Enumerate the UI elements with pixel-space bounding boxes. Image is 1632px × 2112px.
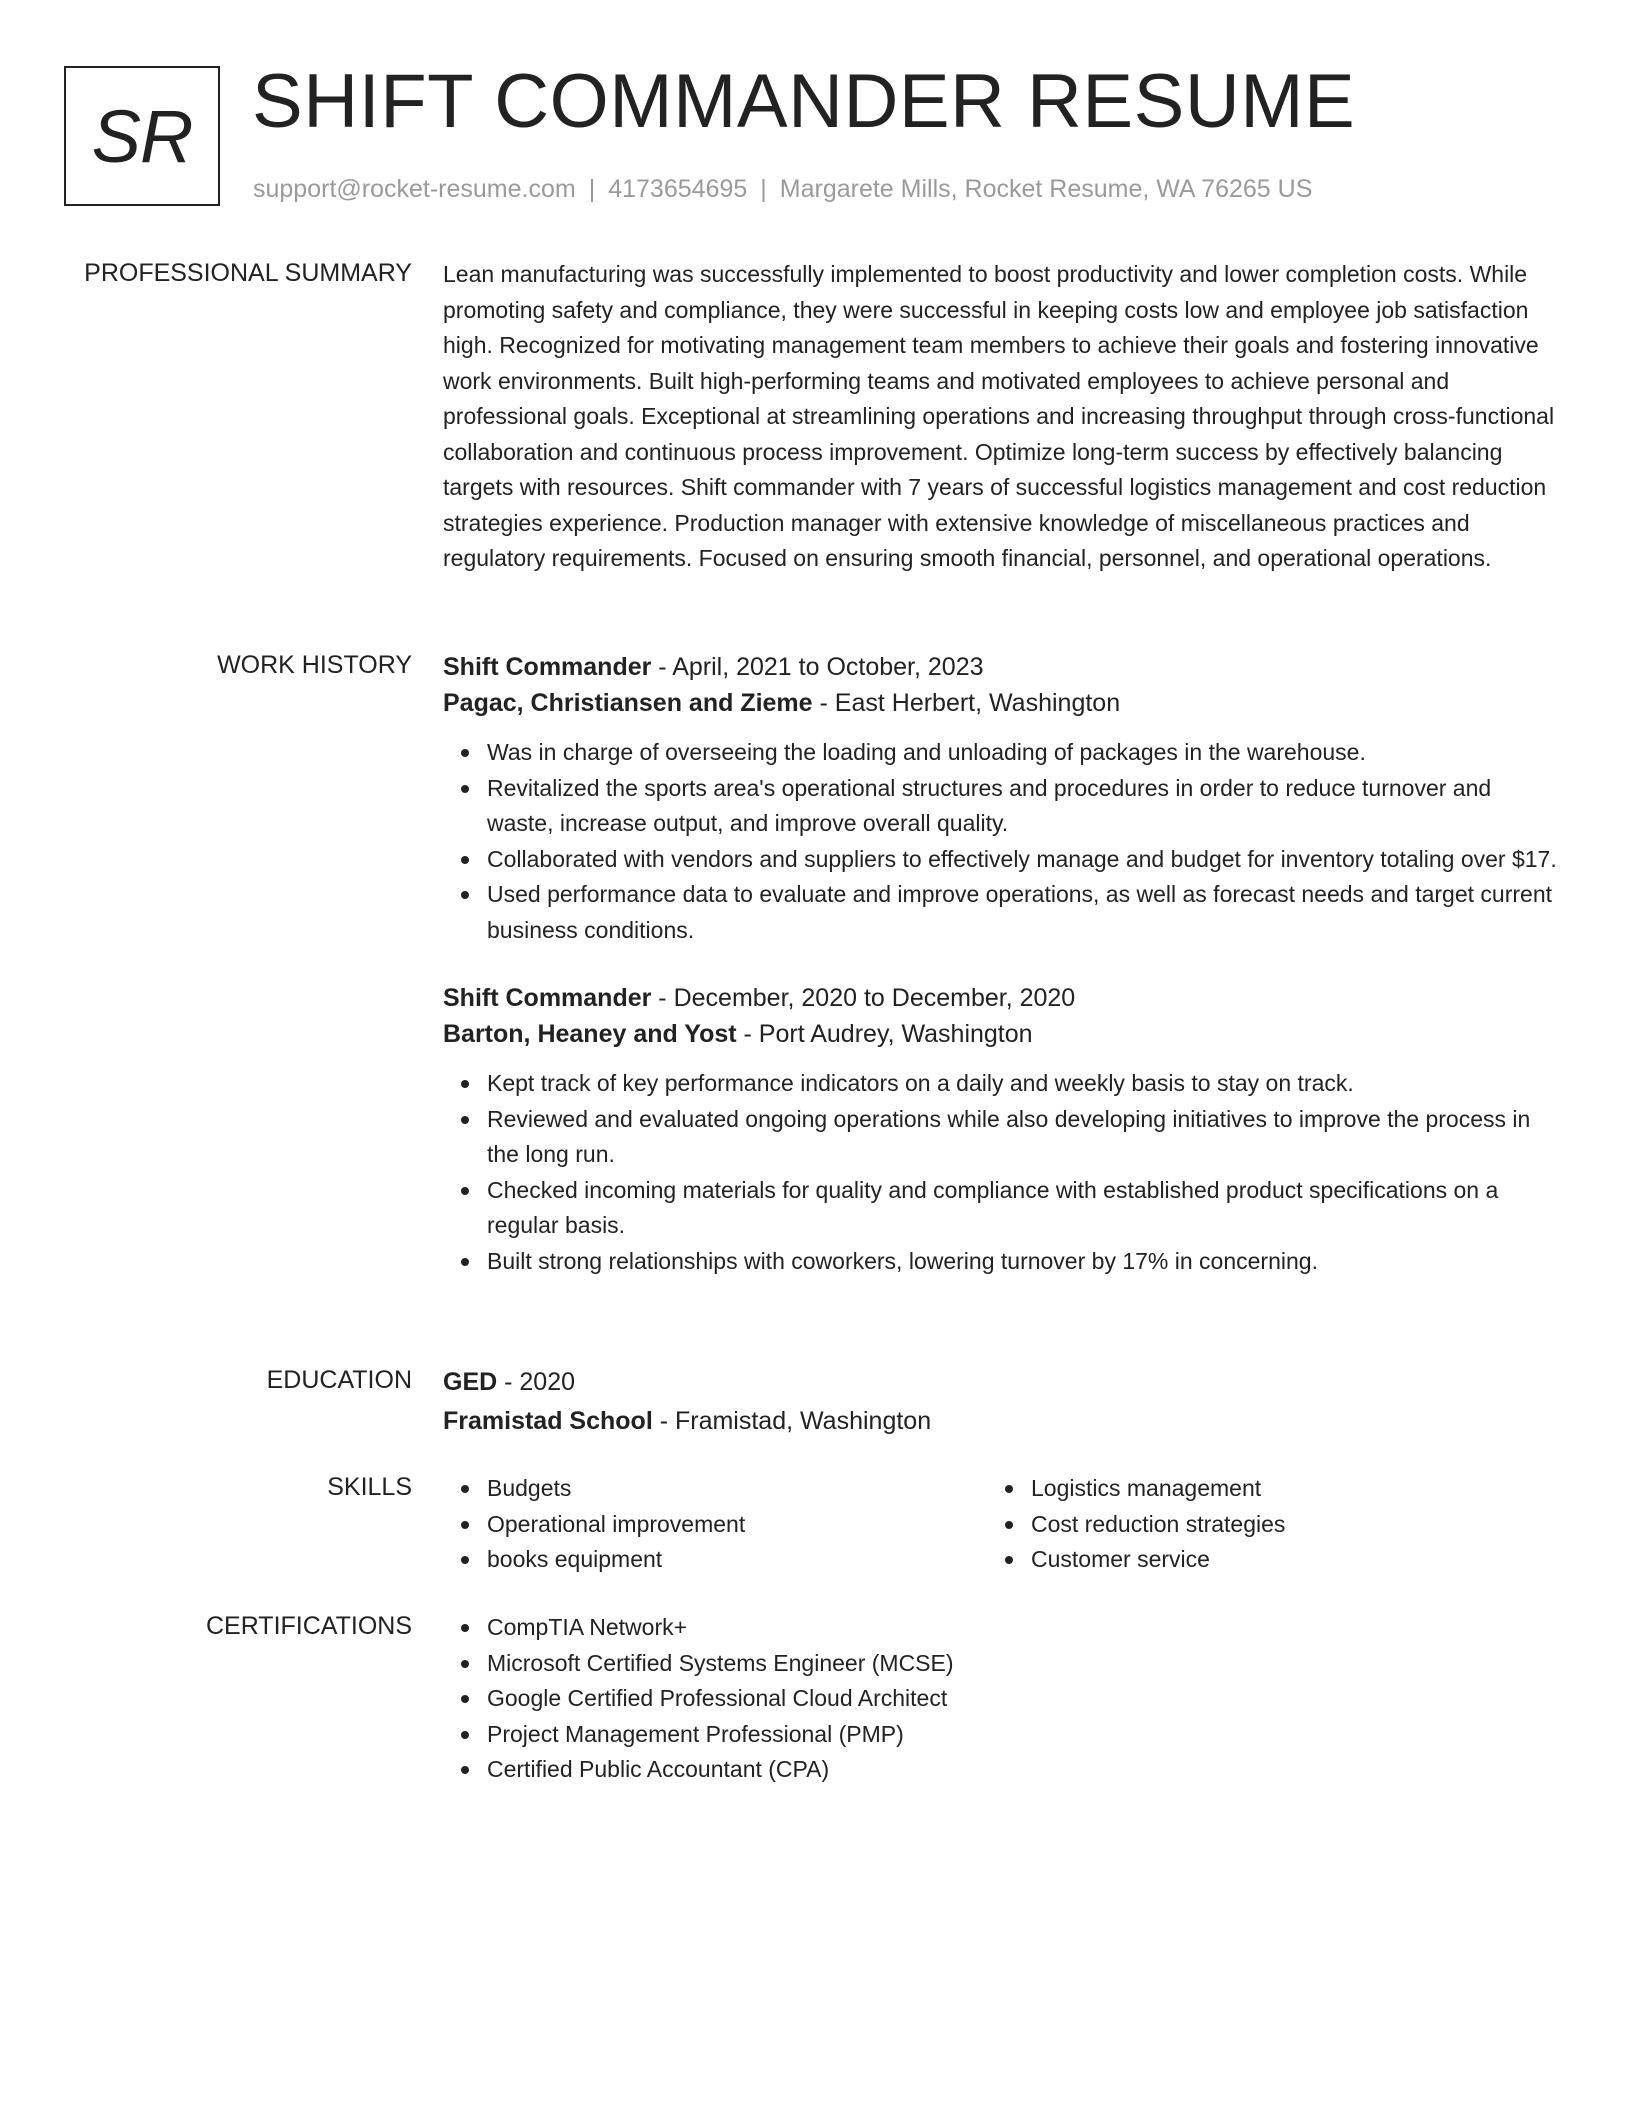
summary-body xyxy=(443,257,1563,577)
education-year: - 2020 xyxy=(497,1368,576,1396)
job-bullet: Built strong relationships with coworkers, lowering turnover by 17% in concerning. xyxy=(487,1244,1563,1280)
skill-item: Logistics management xyxy=(1031,1471,1531,1507)
section-heading-certifications: CERTIFICATIONS xyxy=(205,1612,412,1640)
job-entry xyxy=(443,649,1563,948)
skills-column-right xyxy=(987,1471,1531,1578)
job-title: Shift Commander xyxy=(443,653,652,681)
job-company-line xyxy=(443,1016,1563,1052)
certification-item: Certified Public Accountant (CPA) xyxy=(487,1752,1563,1788)
education-location: - Framistad, Washington xyxy=(652,1407,932,1435)
job-location: - Port Audrey, Washington xyxy=(736,1020,1033,1048)
job-bullet: Was in charge of overseeing the loading and unloading of packages in the warehouse. xyxy=(487,735,1563,771)
job-title-line xyxy=(443,980,1563,1016)
section-heading-summary: PROFESSIONAL SUMMARY xyxy=(84,259,412,287)
job-bullet: Used performance data to evaluate and improve operations, as well as forecast needs and target current business conditions. xyxy=(487,877,1563,948)
contact-separator: | xyxy=(588,175,596,203)
certifications-body xyxy=(443,1610,1563,1788)
job-entry xyxy=(443,980,1563,1279)
certification-item: Google Certified Professional Cloud Architect xyxy=(487,1681,1563,1717)
section-heading-education: EDUCATION xyxy=(266,1366,412,1394)
job-dates: - December, 2020 to December, 2020 xyxy=(651,984,1076,1012)
skills-grid xyxy=(443,1471,1563,1578)
job-bullets xyxy=(443,735,1563,948)
education-body xyxy=(443,1364,1563,1439)
job-title: Shift Commander xyxy=(443,984,652,1012)
section-heading-skills: SKILLS xyxy=(327,1473,412,1501)
work-history-body xyxy=(443,649,1563,1279)
education-school: Framistad School xyxy=(443,1407,653,1435)
education-degree: GED xyxy=(443,1368,498,1396)
education-degree-line xyxy=(443,1364,1563,1400)
skill-item: Cost reduction strategies xyxy=(1031,1507,1531,1543)
skill-item: books equipment xyxy=(487,1542,987,1578)
job-company: Barton, Heaney and Yost xyxy=(443,1020,737,1048)
certifications-list xyxy=(443,1610,1563,1788)
contact-email[interactable]: support@rocket-resume.com xyxy=(253,175,576,203)
job-company: Pagac, Christiansen and Zieme xyxy=(443,689,813,717)
page-title: SHIFT COMMANDER RESUME xyxy=(252,59,1356,144)
job-title-line xyxy=(443,649,1563,685)
job-bullet: Revitalized the sports area's operational structures and procedures in order to reduce turnover and waste, increase output, and improve overall quality. xyxy=(487,771,1563,842)
job-bullet: Kept track of key performance indicators on a daily and weekly basis to stay on track. xyxy=(487,1066,1563,1102)
job-bullets xyxy=(443,1066,1563,1279)
skills-body xyxy=(443,1471,1563,1578)
certification-item: CompTIA Network+ xyxy=(487,1610,1563,1646)
skills-list xyxy=(987,1471,1531,1578)
certification-item: Project Management Professional (PMP) xyxy=(487,1717,1563,1753)
certification-item: Microsoft Certified Systems Engineer (MCSE) xyxy=(487,1646,1563,1682)
summary-text: Lean manufacturing was successfully implemented to boost productivity and lower completion costs. While promoting safety and compliance, they were successful in keeping costs low and employee job satisfaction high. Recognized for motivating management team members to achieve their goals and fostering innovative work environments. Built high-performing teams and motivated employees to achieve personal and professional goals. Exceptional at streamlining operations and increasing throughput through cross-functional collaboration and continuous process improvement. Optimize long-term success by effectively balancing targets with resources. Shift commander with 7 years of successful logistics management and cost reduction strategies experience. Production manager with extensive knowledge of miscellaneous practices and regulatory requirements. Focused on ensuring smooth financial, personnel, and operational operations. xyxy=(443,261,1555,571)
monogram-logo: SR xyxy=(64,66,220,206)
skill-item: Operational improvement xyxy=(487,1507,987,1543)
job-bullet: Checked incoming materials for quality and compliance with established product specifications on a regular basis. xyxy=(487,1173,1563,1244)
skill-item: Budgets xyxy=(487,1471,987,1507)
skills-column-left xyxy=(443,1471,987,1578)
contact-separator: | xyxy=(760,175,767,203)
contact-address: Margarete Mills, Rocket Resume, WA 76265 US xyxy=(779,175,1313,203)
job-location: - East Herbert, Washington xyxy=(812,689,1121,717)
contact-line xyxy=(253,173,1312,205)
job-company-line xyxy=(443,685,1563,721)
job-bullet: Collaborated with vendors and suppliers to effectively manage and budget for inventory totaling over $17. xyxy=(487,842,1563,878)
education-school-line xyxy=(443,1403,1563,1439)
job-bullet: Reviewed and evaluated ongoing operations while also developing initiatives to improve the process in the long run. xyxy=(487,1102,1563,1173)
skill-item: Customer service xyxy=(1031,1542,1531,1578)
contact-phone[interactable]: 4173654695 xyxy=(608,175,748,203)
section-heading-work-history: WORK HISTORY xyxy=(217,651,412,679)
skills-list xyxy=(443,1471,987,1578)
job-dates: - April, 2021 to October, 2023 xyxy=(651,653,984,681)
